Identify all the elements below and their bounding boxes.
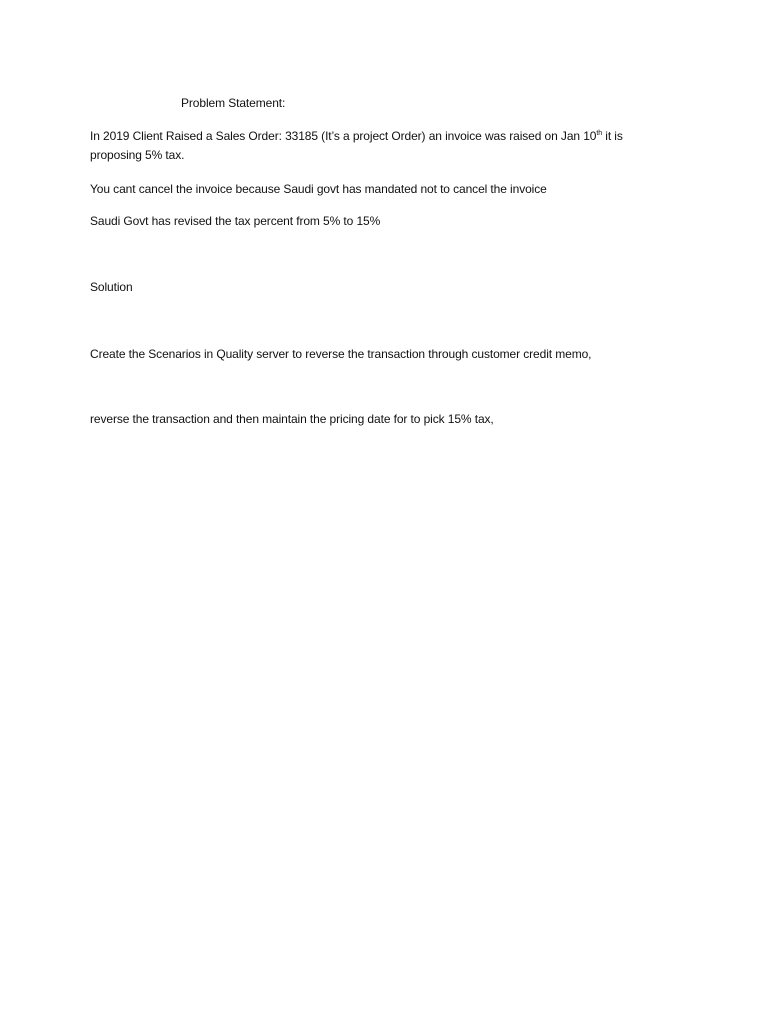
tax-revision-paragraph: Saudi Govt has revised the tax percent from 5% to 15% [90,214,381,228]
problem-line-1-text: In 2019 Client Raised a Sales Order: 33185 (It’s a project Order) an invoice was raised on Jan 10 [90,129,597,143]
solution-step-1: Create the Scenarios in Quality server to reverse the transaction through customer credit memo, [90,347,592,361]
problem-line-2: proposing 5% tax. [90,148,185,162]
problem-statement-heading: Problem Statement: [181,96,286,110]
problem-line-1-tail: it is [602,129,623,143]
cancel-note-paragraph: You cant cancel the invoice because Saudi govt has mandated not to cancel the invoice [90,182,547,196]
solution-step-2: reverse the transaction and then maintain the pricing date for to pick 15% tax, [90,412,494,426]
solution-heading: Solution [90,280,133,294]
problem-line-1 [90,127,623,145]
ordinal-suffix: th [596,130,603,137]
